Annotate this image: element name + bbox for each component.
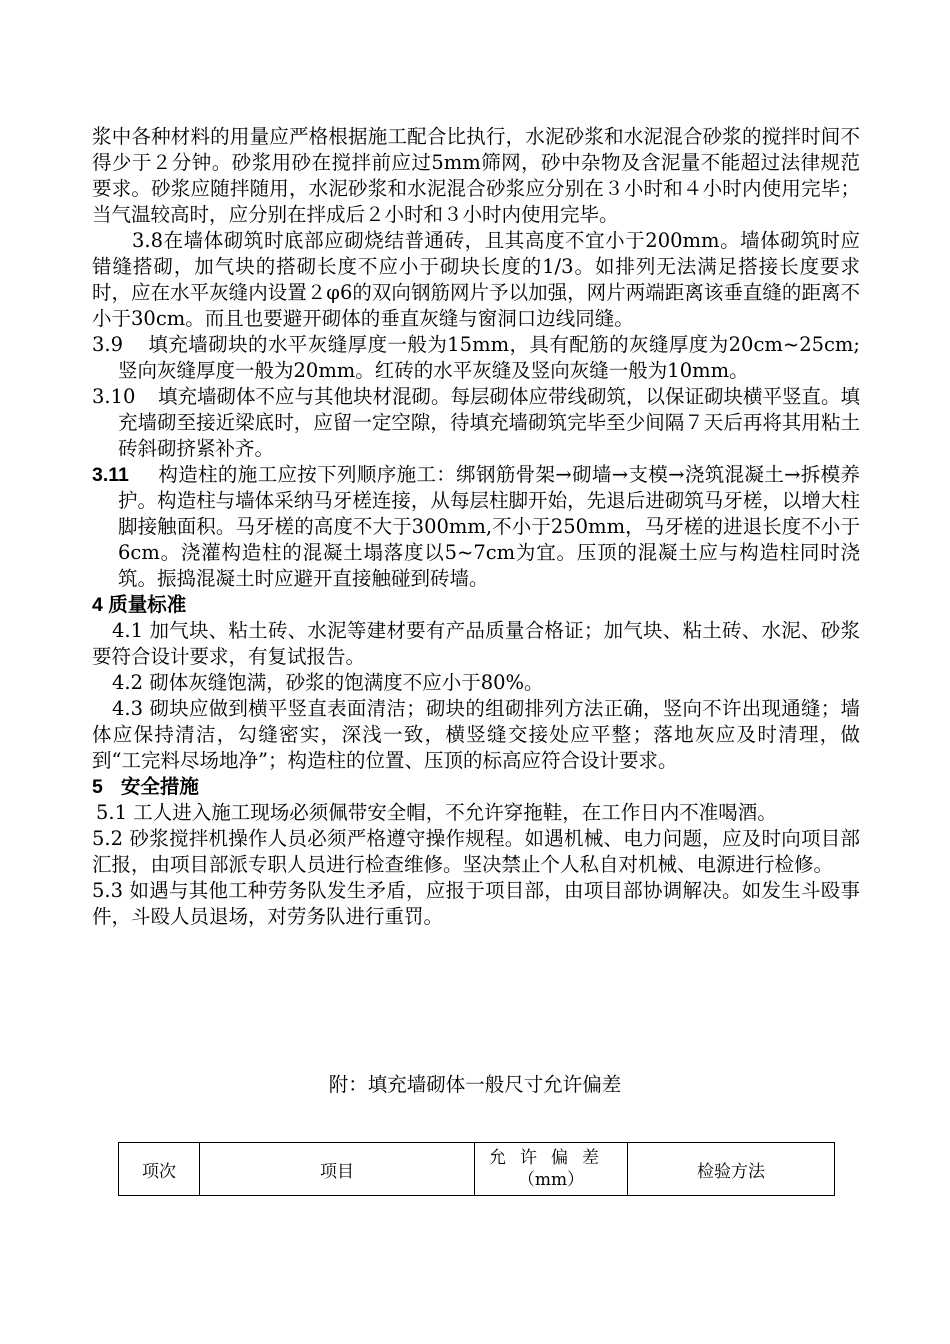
paragraph-4-1: 4.1 加气块、粘土砖、水泥等建材要有产品质量合格证；加气块、粘土砖、水泥、砂浆要符合设计要求，有复试报告。 [92, 619, 860, 668]
section-title: 安全措施 [120, 776, 199, 798]
header-tolerance-unit: （mm） [517, 1170, 585, 1190]
clause-text: 构造柱的施工应按下列顺序施工：绑钢筋骨架→砌墙→支模→浇筑混凝土→拆模养护。构造柱与墙体采纳马牙槎连接，从每层柱脚开始，先退后进砌筑马牙槎，以增大柱脚接触面积。马牙槎的高度不大于300mm,不小于250mm，马牙槎的进退长度不小于6cm。浇灌构造柱的混凝土塌落度以5~7cm为宜。压顶的混凝土应与构造柱同时浇筑。振捣混凝土时应避开直接触碰到砖墙。 [118, 463, 860, 590]
paragraph-3-9 [92, 332, 860, 384]
paragraph-5-3: 5.3 如遇与其他工种劳务队发生矛盾，应报于项目部，由项目部协调解决。如发生斗殴事件，斗殴人员退场，对劳务队进行重罚。 [92, 879, 860, 928]
clause-text: 填充墙砌体不应与其他块材混砌。每层砌体应带线砌筑，以保证砌块横平竖直。填充墙砌至接近梁底时，应留一定空隙，待填充墙砌筑完毕至少间隔７天后再将其用粘土砖斜砌挤紧补齐。 [118, 385, 861, 460]
paragraph-4-3: 4.3 砌块应做到横平竖直表面清洁；砌块的组砌排列方法正确，竖向不许出现通缝；墙体应保持清洁，勾缝密实，深浅一致，横竖缝交接处应平整；落地灰应及时清理，做到“工完料尽场地净”；构造柱的位置、压顶的标高应符合设计要求。 [92, 697, 860, 772]
clause-text: 填充墙砌块的水平灰缝厚度一般为15mm，具有配筋的灰缝厚度为20cm~25cm;竖向灰缝厚度一般为20mm。红砖的水平灰缝及竖向灰缝一般为10mm。 [118, 333, 860, 382]
header-inspection-method: 检验方法 [628, 1143, 835, 1196]
paragraph-3-10 [92, 384, 860, 462]
paragraph-4-2: 4.2 砌体灰缝饱满，砂浆的饱满度不应小于80%。 [112, 671, 544, 694]
header-item: 项目 [200, 1143, 475, 1196]
paragraph-3-8: 3.8在墙体砌筑时底部应砌烧结普通砖，且其高度不宜小于200mm。墙体砌筑时应错缝搭砌，加气块的搭砌长度不应小于砌块长度的1/3。如排列无法满足搭接长度要求时，应在水平灰缝内设置２φ6的双向钢筋网片予以加强，网片两端距离该垂直缝的距离不小于30cm。而且也要避开砌体的垂直灰缝与窗洞口边线同缝。 [92, 229, 860, 330]
document-body [92, 124, 860, 930]
header-item-no: 项次 [119, 1143, 200, 1196]
section-heading-quality: 4 质量标准 [92, 594, 187, 616]
table-caption: 附：填充墙砌体一般尺寸允许偏差 [328, 1073, 622, 1096]
clause-number: 3.10 [92, 385, 136, 408]
paragraph-5-1: 5.1 工人进入施工现场必须佩带安全帽，不允许穿拖鞋，在工作日内不准喝酒。 [96, 801, 777, 824]
clause-number: 3.9 [92, 333, 124, 356]
table-header-row [119, 1143, 835, 1196]
section-heading-safety [92, 774, 860, 800]
clause-number: 3.11 [92, 464, 129, 486]
section-number: 5 [92, 776, 103, 798]
header-tolerance [475, 1143, 628, 1196]
header-tolerance-label: 允许偏差 [489, 1148, 613, 1168]
tolerance-table [118, 1142, 835, 1196]
paragraph-3-11 [92, 462, 860, 592]
paragraph-5-2: 5.2 砂浆搅拌机操作人员必须严格遵守操作规程。如遇机械、电力问题，应及时向项目部汇报，由项目部派专职人员进行检查维修。坚决禁止个人私自对机械、电源进行检修。 [92, 827, 860, 876]
paragraph-mortar: 浆中各种材料的用量应严格根据施工配合比执行，水泥砂浆和水泥混合砂浆的搅拌时间不得少于２分钟。砂浆用砂在搅拌前应过5mm筛网，砂中杂物及含泥量不能超过法律规范要求。砂浆应随拌随用，水泥砂浆和水泥混合砂浆应分别在３小时和４小时内使用完毕；当气温较高时，应分别在拌成后２小时和３小时内使用完毕。 [92, 125, 860, 226]
